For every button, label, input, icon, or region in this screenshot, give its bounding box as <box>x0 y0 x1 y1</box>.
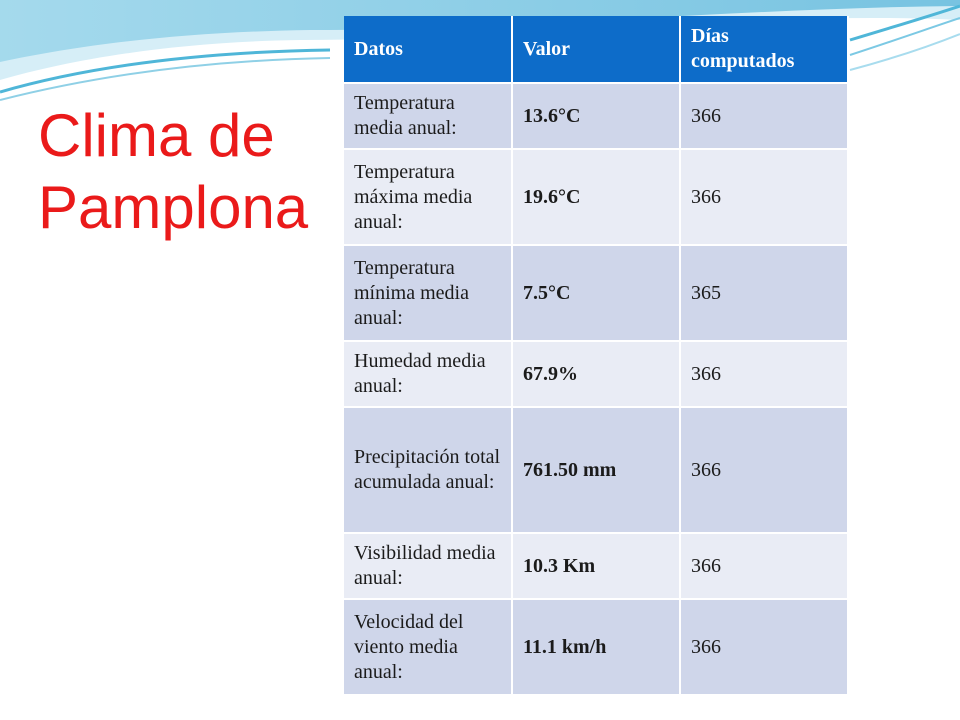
cell-dato: Temperatura mínima media anual: <box>344 245 512 341</box>
climate-table <box>344 16 849 696</box>
slide-title <box>38 100 338 244</box>
cell-valor: 19.6°C <box>512 149 680 245</box>
header-dias: Días computados <box>680 16 848 83</box>
header-valor: Valor <box>512 16 680 83</box>
title-line-2: Pamplona <box>38 174 309 241</box>
cell-dato: Visibilidad media anual: <box>344 533 512 599</box>
cell-dato: Precipitación total acumulada anual: <box>344 407 512 533</box>
cell-dias: 366 <box>680 149 848 245</box>
cell-dias: 366 <box>680 83 848 149</box>
table-row <box>344 533 848 599</box>
table-row <box>344 407 848 533</box>
cell-dias: 366 <box>680 341 848 407</box>
cell-dias: 366 <box>680 599 848 695</box>
table-row <box>344 83 848 149</box>
cell-valor: 761.50 mm <box>512 407 680 533</box>
cell-dias: 365 <box>680 245 848 341</box>
table-row <box>344 599 848 695</box>
title-line-1: Clima de <box>38 102 275 169</box>
cell-dato: Humedad media anual: <box>344 341 512 407</box>
table-row <box>344 149 848 245</box>
table-row <box>344 341 848 407</box>
table-row <box>344 245 848 341</box>
cell-dato: Temperatura media anual: <box>344 83 512 149</box>
cell-dato: Velocidad del viento media anual: <box>344 599 512 695</box>
header-datos: Datos <box>344 16 512 83</box>
cell-dato: Temperatura máxima media anual: <box>344 149 512 245</box>
cell-dias: 366 <box>680 407 848 533</box>
cell-valor: 13.6°C <box>512 83 680 149</box>
cell-valor: 7.5°C <box>512 245 680 341</box>
cell-valor: 11.1 km/h <box>512 599 680 695</box>
table-header-row <box>344 16 848 83</box>
cell-dias: 366 <box>680 533 848 599</box>
cell-valor: 67.9% <box>512 341 680 407</box>
cell-valor: 10.3 Km <box>512 533 680 599</box>
